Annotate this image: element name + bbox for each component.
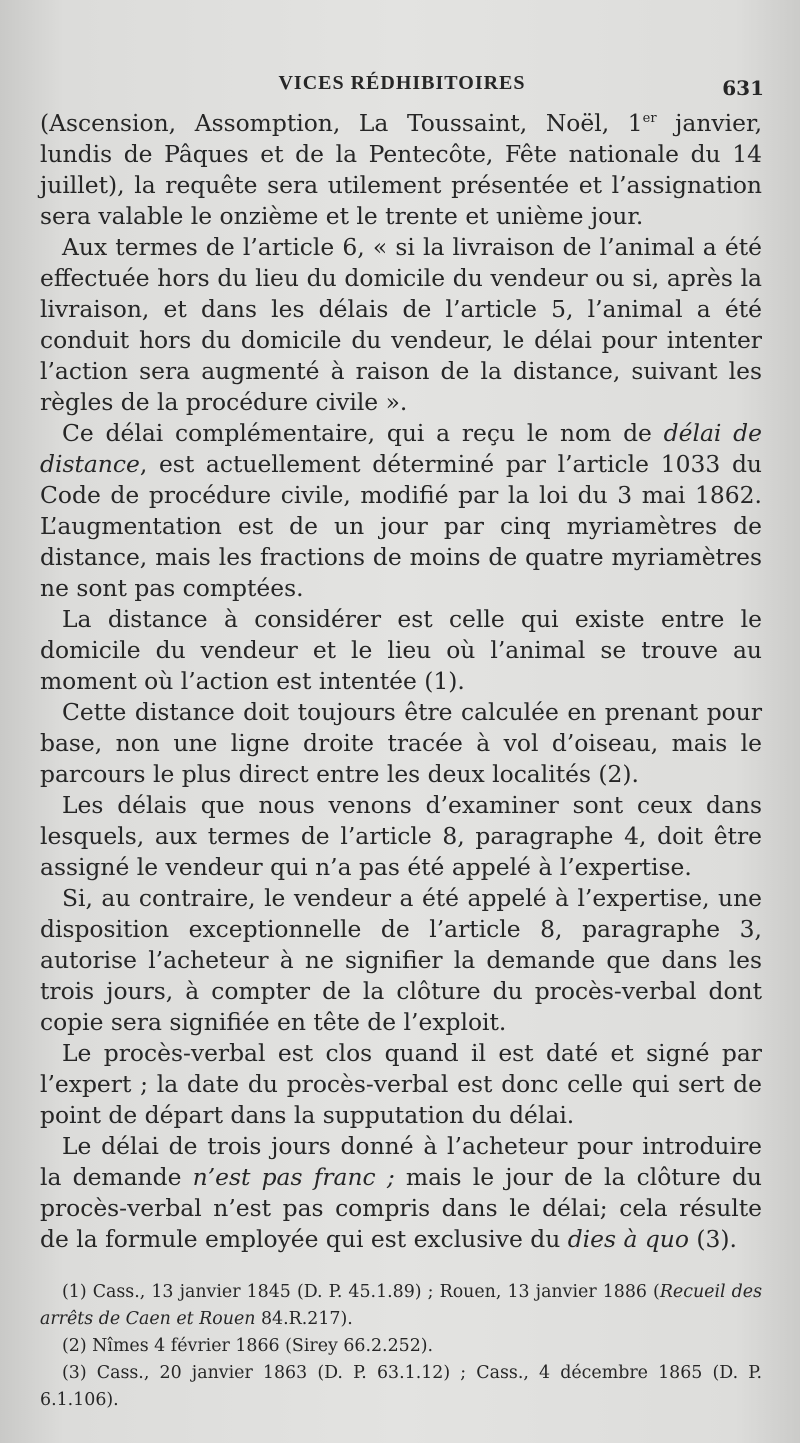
paragraph-1: (Ascension, Assomption, La Toussaint, Noël, 1er janvier, lundis de Pâques et de la Pentecôte, Fête nationale du 14 juillet), la requête sera utilement présentée et l’assignation sera valable le onzième et le trente et unième jour. — [40, 108, 763, 230]
paragraph-6: Les délais que nous venons d’examiner sont ceux dans lesquels, aux termes de l’article 8, paragraphe 4, doit être assigné le vendeur qui n’a pas été appelé à l’expertise. — [40, 790, 762, 881]
footnote-1: (1) Cass., 13 janvier 1845 (D. P. 45.1.89) ; Rouen, 13 janvier 1886 (Recueil des arrêts de Caen et Rouen 84.R.217). — [40, 1282, 762, 1329]
footnote-2: (2) Nîmes 4 février 1866 (Sirey 66.2.252). — [62, 1336, 434, 1356]
paragraph-7: Si, au contraire, le vendeur a été appelé à l’expertise, une disposition exceptionnelle de l’article 8, paragraphe 3, autorise l’acheteur à ne signifier la demande que dans les trois jours, à compter de la clôture du procès-verbal dont copie sera signifiée en tête de l’exploit. — [40, 883, 762, 1036]
main-text — [40, 103, 762, 1255]
paragraph-9: Le délai de trois jours donné à l’acheteur pour introduire la demande n’est pas franc ; mais le jour de la clôture du procès-verbal n’est pas compris dans le délai; cela résulte de la formule employée qui est exclusive du dies à quo (3). — [40, 1131, 762, 1253]
running-head-title: VICES RÉDHIBITOIRES — [278, 72, 526, 94]
paragraph-3: Ce délai complémentaire, qui a reçu le nom de délai de distance, est actuellement déterminé par l’article 1033 du Code de procédure civile, modifié par la loi du 3 mai 1862. L’augmentation est de un jour par cinq myriamètres de distance, mais les fractions de moins de quatre myriamètres ne sont pas comptées. — [40, 418, 762, 602]
footnotes — [40, 1279, 762, 1414]
paragraph-4: La distance à considérer est celle qui existe entre le domicile du vendeur et le lieu où l’animal se trouve au moment où l’action est intentée (1). — [40, 604, 762, 695]
footnote-3: (3) Cass., 20 janvier 1863 (D. P. 63.1.12) ; Cass., 4 décembre 1865 (D. P. 6.1.106). — [40, 1363, 762, 1410]
paragraph-2: Aux termes de l’article 6, « si la livraison de l’animal a été effectuée hors du lieu du domicile du vendeur ou si, après la livraison, et dans les délais de l’article 5, l’animal a été conduit hors du domicile du vendeur, le délai pour intenter l’action sera augmenté à raison de la distance, suivant les règles de la procédure civile ». — [40, 232, 762, 416]
paragraph-5: Cette distance doit toujours être calculée en prenant pour base, non une ligne droite tracée à vol d’oiseau, mais le parcours le plus direct entre les deux localités (2). — [40, 697, 762, 788]
paragraph-8: Le procès-verbal est clos quand il est daté et signé par l’expert ; la date du procès-verbal est donc celle qui sert de point de départ dans la supputation du délai. — [40, 1038, 762, 1129]
running-head — [40, 72, 764, 100]
page-number: 631 — [722, 76, 764, 100]
